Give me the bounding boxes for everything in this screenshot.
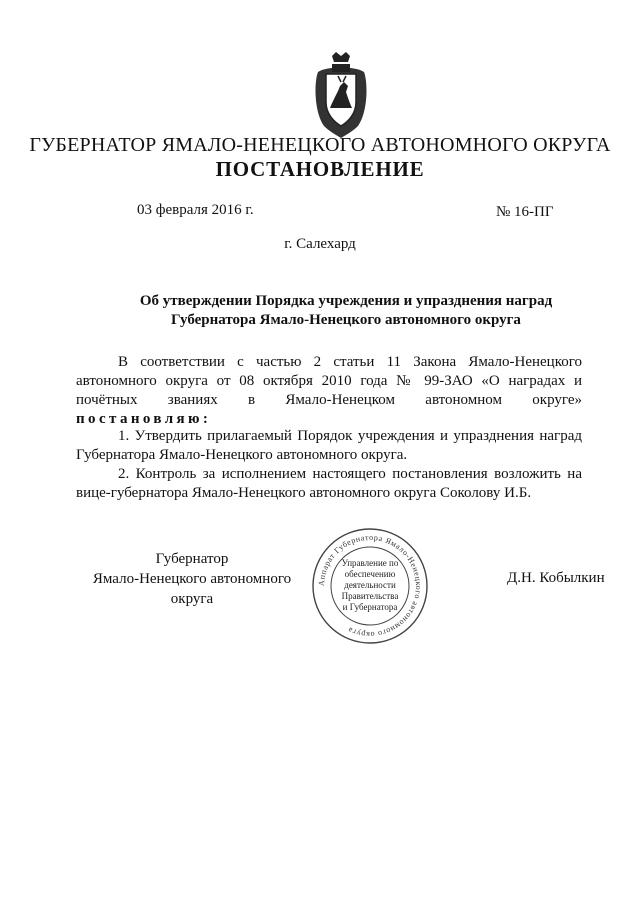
preamble-text: В соответствии с частью 2 статьи 11 Закона Ямало-Ненецкого автономного округа от 08 октября 2010 года № 99-ЗАО «О наградах и почётных званиях в Ямало-Ненецком автономном округе»: [76, 354, 582, 408]
stamp-center-text: [334, 558, 406, 613]
document-date: 03 февраля 2016 г.: [137, 202, 254, 218]
signatory-title: [76, 549, 308, 609]
organization-title: ГУБЕРНАТОР ЯМАЛО-НЕНЕЦКОГО АВТОНОМНОГО ОКРУГА: [29, 134, 611, 156]
stamp-ring-text: Аппарат Губернатора Ямало-Ненецкого автономного округа: [316, 532, 424, 640]
stamp-center-line-5: и Губернатора: [342, 602, 398, 612]
item-1-text: 1. Утвердить прилагаемый Порядок учреждения и упразднения наград Губернатора Ямало-Ненецкого автономного округа.: [76, 428, 582, 463]
document-city: г. Салехард: [284, 236, 356, 252]
item-2-paragraph: [76, 465, 582, 503]
signatory-title-line-2: Ямало-Ненецкого автономного округа: [92, 571, 292, 607]
stamp-center-line-2: обеспечению: [344, 569, 396, 579]
document-subject: [110, 292, 582, 330]
preamble-paragraph: [76, 353, 582, 429]
stamp-center-line-1: Управление по: [341, 558, 399, 568]
item-1-paragraph: [76, 427, 582, 465]
document-type-heading: ПОСТАНОВЛЕНИЕ: [215, 157, 425, 181]
signatory-name: Д.Н. Кобылкин: [507, 570, 605, 586]
stamp-center-line-3: деятельности: [344, 580, 396, 590]
decree-word: постановляю:: [76, 411, 212, 427]
signatory-title-line-1: Губернатор: [155, 551, 229, 567]
subject-line-2: Губернатора Ямало-Ненецкого автономного округа: [171, 312, 521, 328]
stamp-center-line-4: Правительства: [341, 591, 399, 601]
subject-line-1: Об утверждении Порядка учреждения и упразднения наград: [139, 293, 553, 309]
coat-of-arms-icon: [312, 52, 370, 138]
document-number: № 16-ПГ: [496, 204, 554, 220]
item-2-text: 2. Контроль за исполнением настоящего постановления возложить на вице-губернатора Ямало-Ненецкого автономного округа Соколову И.Б.: [76, 466, 582, 501]
